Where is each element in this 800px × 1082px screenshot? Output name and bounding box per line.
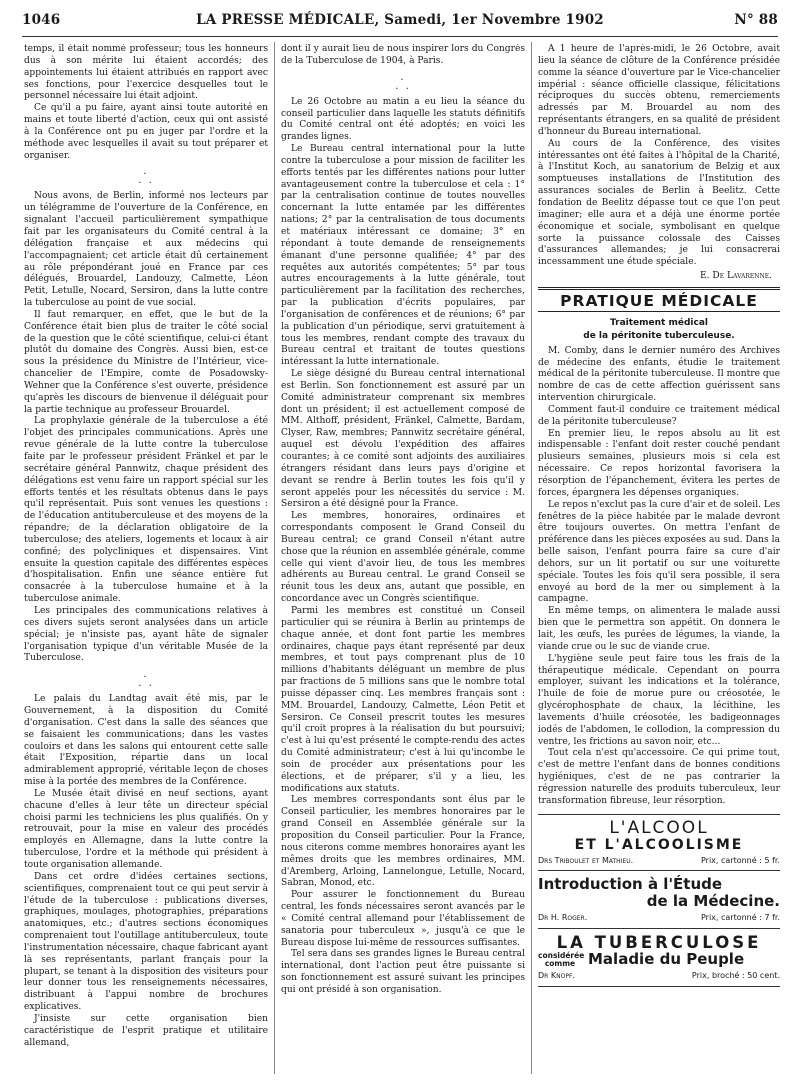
ad-title: LA TUBERCULOSE [556,933,762,953]
paragraph: Tout cela n'est qu'accessoire. Ce qui prime tout, c'est de mettre l'enfant dans de bonnes conditions hygiéniques, c'est de ne pas contrarier la régression naturelle des produits tuberculeux, leur transformation fibreuse, leur résorption. [538,748,780,806]
paragraph: Le 26 Octobre au matin a eu lieu la séance du conseil particulier dans laquelle les statuts définitifs du Comité central ont été adoptés; en voici les grandes lignes. [281,96,525,143]
ad-introduction [538,870,780,928]
paragraph: Le palais du Landtag avait été mis, par le Gouvernement, à la disposition du Comité d'organisation. C'est dans la salle des séances que se faisaient les communications; dans les vastes couloirs et dans les salons qui entourent cette salle était l'Exposition, répartie dans un local admirablement approprié, véritable leçon de choses mise à la portée des membres de la Conférence. [24,694,268,788]
paragraph: Ce qu'il a pu faire, ayant ainsi toute autorité en mains et toute liberté d'action, ceux qui ont assisté à la Conférence ont pu en juger par l'ordre et la méthode avec lesquelles il avait su tout préparer et organiser. [24,103,268,161]
header-rule [22,36,778,37]
page-number: 1046 [22,12,61,28]
paragraph: J'insiste sur cette organisation bien caractéristique de l'esprit pratique et utilitaire allemand, [24,1013,268,1048]
ad-connector: considérée comme [538,951,585,969]
paragraph: Le Bureau central international pour la lutte contre la tuberculose a pour mission de faciliter les efforts tentés par les différentes nations pour lutter avantageusement contre la tuberculose et cela : 1° par la centralisation continue de toutes nouvelles concernant la lutte entamée par les différentes nations; 2° par la centralisation de tous documents et matériaux intéressant ce domaine; 3° en répondant à toute demande de renseignements émanant d'une personne qualifiée; 4° par des requêtes aux autorités compétentes; 5° par tous autres encouragements à la lutte générale, tout particulièrement par la facilitation des recherches, par la publication d'écrits populaires, par l'organisation de conférences et de réunions; 6° par la publication d'un périodique, servi gratuitement à tous les membres, rendant compte des travaux du Bureau central et traitant de toutes questions intéressant la lutte internationale. [281,144,525,368]
ad-price: Prix, cartonné : 5 fr. [700,855,780,865]
author-signature: E. De Lavarenne. [700,271,772,282]
ad-alcool [538,814,780,871]
paragraph: Pour assurer le fonctionnement du Bureau central, les fonds nécessaires seront avancés par le « Comité central allemand pour l'établissement de sanatoria pour tuberculeux », jusqu'à ce que le Bureau dispose lui-même de ressources suffisantes. [281,890,525,948]
paragraph: Dans cet ordre d'idées certaines sections, scientifiques, comprenaient tout ce qui peut servir à l'étude de la tuberculose : publications diverses, graphiques, moulages, photographies, préparations anatomiques, etc.; d'autres sections économiques comprenaient tout l'outillage antituberculeux, toute l'instrumentation nécessaire, chaque fabricant ayant là ses représentants, parlant français pour la plupart, se tenant à la disposition des visiteurs pour leur donner tous les renseignements nécessaires, distribuant à l'appui nombre de brochures explicatives. [24,871,268,1013]
column-divider [531,42,532,1074]
article-subtitle: de la péritonite tuberculeuse. [583,330,735,341]
article-subtitle: Traitement médical [610,317,708,328]
section-separator: . . . [138,669,154,690]
journal-title: LA PRESSE MÉDICALE, Samedi, 1er Novembre 1902 [196,12,604,28]
paragraph: L'hygiène seule peut faire tous les frais de la thérapeutique médicale. Cependant on pourra employer, suivant les indications et la tolérance, l'huile de foie de morue pure ou créosotée, le glycérophosphate de chaux, la lécithine, les lavements d'huile créosotée, les badigeonnages iodés de l'abdomen, le collodion, la compression du ventre, les frictions au savon noir, etc... [538,653,780,747]
paragraph: dont il y aurait lieu de nous inspirer lors du Congrès de la Tuberculose de 1904, à Paris. [281,44,525,66]
section-separator: . . . [395,71,411,92]
ad-author: Drs Triboulet et Mathieu. [538,855,634,865]
paragraph: Comment faut-il conduire ce traitement médical de la péritonite tuberculeuse? [538,404,780,427]
paragraph: Tel sera dans ses grandes lignes le Bureau central international, dont l'action peut être puissante si son fonctionnement est assuré suivant les principes qui ont présidé à son organisation. [281,949,525,995]
page-header [22,12,778,32]
ad-title: Maladie du Peuple [588,950,745,969]
paragraph: Parmi les membres est constitué un Conseil particulier qui se réunira à Berlin au printemps de chaque année, et dont font partie les membres ordinaires, chaque pays étant représenté par deux membres, et tout pays comprenant plus de 10 millions d'habitants déléguant un membre de plus par fractions de 5 millions sans que le nombre total puisse dépasser cinq. Les membres français sont : MM. Brouardel, Landouzy, Calmette, Léon Petit et Sersiron. Ce Conseil prescrit toutes les mesures qu'il croit propres à la réalisation du but poursuivi; c'est à lui qu'est présenté le compte-rendu des actes du Comité administrateur; c'est à lui qu'incombe le soin de procéder aux présentations pour les élections, et de préparer, s'il y a lieu, les modifications aux statuts. [281,605,525,794]
paragraph: Nous avons, de Berlin, informé nos lecteurs par un télégramme de l'ouverture de la Conférence, en signalant l'accueil particulièrement sympathique fait par les organisateurs du Comité central à la délégation française et aux médecins qui l'accompagnaient; cet article était dû certainement au rôle prépondérant joué en France par ces délégués, Brouardel, Landouzy, Calmette, Léon Petit, Letulle, Nocard, Sersiron, dans la lutte contre la tuberculose au point de vue social. [24,191,268,309]
paragraph: Le repos n'exclut pas la cure d'air et de soleil. Les fenêtres de la pièce habitée par le malade devront être toujours ouvertes. On mettra l'enfant de préférence dans les pièces exposées au sud. Dans la belle saison, l'enfant pourra faire sa cure d'air dehors, sur un lit portatif ou sur une voiturette spéciale. Toutes les fois qu'il sera possible, il sera envoyé au bord de la mer ou simplement à la campagne. [538,499,780,605]
ad-author: Dr Knopf. [538,971,575,981]
ad-price: Prix, cartonné : 7 fr. [700,913,780,923]
paragraph: Les membres, honoraires, ordinaires et correspondants composent le Grand Conseil du Bureau central; ce grand Conseil n'étant autre chose que la réunion en assemblée générale, comme celle qui vient d'avoir lieu, de tous les membres adhérents au Bureau central. Le grand Conseil se réunit tous les deux ans, autant que possible, en concordance avec un Congrès scientifique. [281,511,525,605]
ad-title: Introduction à l'Étude [538,875,723,894]
column-divider [274,42,275,1074]
column-2 [281,44,525,1074]
paragraph: temps, il était nommé professeur; tous les honneurs dus à son mérite lui étaient accordés; des appointements lui étaient attribués en rapport avec ses fonctions, pour l'exercice desquelles tout le personnel nécessaire lui était adjoint. [24,44,268,102]
paragraph: Les principales des communications relatives à ces divers sujets seront analysées dans un article spécial; je n'insiste pas, ayant hâte de signaler l'organisation typique d'un véritable Musée de la Tuberculose. [24,605,268,664]
paragraph: Au cours de la Conférence, des visites intéressantes ont été faites à l'hôpital de la Charité, à l'Institut Koch, au sanatorium de Belzig et aux somptueuses installations de l'Institution des assurances sociales de Berlin à Beelitz. Cette fondation de Beelitz dépasse tout ce que l'on peut imaginer; elle aura et a déjà une énorme portée économique et sociale, symbolisant en quelque sorte la puissance colossale des Caisses d'assurances allemandes; je lui consacrerai incessamment une étude spéciale. [538,138,780,268]
paragraph: Le siège désigné du Bureau central international est Berlin. Son fonctionnement est assuré par un Comité administrateur comprenant six membres dont un président; il est actuellement composé de MM. Althoff, président, Fränkel, Calmette, Bardam, Clyser, Raw, membres; Pannwitz secrétaire général, auquel est dévolu l'expédition des affaires courantes; à ce comité sont adjoints des auxiliaires étrangers résidant dans leurs pays d'origine et devant se rendre à Berlin toutes les fois qu'il y seront appelés pour les nécessités du service : M. Sersiron a été désigné pour la France. [281,369,525,510]
ad-info [538,970,780,982]
paragraph: A 1 heure de l'après-midi, le 26 Octobre, avait lieu la séance de clôture de la Conférence présidée comme la séance d'ouverture par le Vice-chancelier impérial : séance officielle classique, félicitations réciproques du succès obtenu, remerciements adressés par M. Brouardel au nom des représentants étrangers, en sa qualité de président d'honneur du Bureau international. [538,44,780,137]
paragraph: En même temps, on alimentera le malade aussi bien que le permettra son appétit. On donnera le lait, les œufs, les purées de légumes, la viande, la viande crue ou le suc de viande crue. [538,606,780,652]
ad-price: Prix, broché : 50 cent. [691,971,780,981]
ad-info [538,912,780,924]
paragraph: La prophylaxie générale de la tuberculose a été l'objet des principales communications. Après une revue générale de la lutte contre la tuberculose faite par le professeur président Fränkel et par le secrétaire général Pannwitz, chaque président des délégations est venu faire un rapport spécial sur les efforts tentés et les résultats obtenus dans le pays qu'il représentait. Puis sont venues les questions : de l'éducation antituberculeuse et des moyens de la répandre; de la déclaration obligatoire de la tuberculose; des ateliers, logements et locaux à air confiné; des polycliniques et dispensaires. Vint ensuite la question capitale des différentes espèces d'hospitalisation. Enfin une séance entière fut consacrée à la tuberculose humaine et à la tuberculose animale. [24,416,268,605]
paragraph: En premier lieu, le repos absolu au lit est indispensable : l'enfant doit rester couché pendant plusieurs semaines, plusieurs mois si cela est nécessaire. Ce repos horizontal favorisera la résorption de l'épanchement, évitera les pertes de forces, épargnera les dépenses organiques. [538,428,780,498]
section-separator: . . . [138,166,154,187]
section-heading-pratique: PRATIQUE MÉDICALE [538,287,780,312]
issue-number: N° 88 [734,12,778,28]
ad-title: L'ALCOOL [609,817,709,838]
paragraph: Le Musée était divisé en neuf sections, ayant chacune d'elles à leur tête un directeur spécial choisi parmi les techniciens les plus qualifiés. On y retrouvait, pour la mise en valeur des procédés employés en Allemagne, dans la lutte contre la tuberculose, l'ordre et la méthode qui président à toute organisation allemande. [24,788,268,870]
paragraph: M. Comby, dans le dernier numéro des Archives de médecine des enfants, étudie le traitement médical de la péritonite tuberculeuse. Il montre que nombre de cas de cette affection guérissent sans intervention chirurgicale. [538,345,780,404]
ad-subtitle-row [538,952,780,968]
column-3 [538,44,780,1074]
column-1 [24,44,268,1074]
paragraph: Il faut remarquer, en effet, que le but de la Conférence était bien plus de traiter le côté social de la question que le côté scientifique, celui-ci étant plutôt du domaine des Congrès. Aussi bien, est-ce sous la présidence du Ministre de l'Intérieur, vice-chancelier de l'Empire, comte de Posadowsky-Wehner que la Conférence s'est ouverte, présidence qu'après les discours de bienvenue il déléguait pour la partie technique au professeur Brouardel. [24,309,268,415]
paragraph: Les membres correspondants sont élus par le Conseil particulier, les membres honoraires par le grand Conseil en Assemblée générale sur la proposition du Conseil particulier. Pour la France, nous citerons comme membres honoraires ayant les mêmes droits que les membres ordinaires, MM. d'Aremberg, Arloing, Lannelongue, Letulle, Nocard, Sabran, Monod, etc. [281,795,525,889]
ad-tuberculose [538,928,780,987]
ad-info [538,855,780,867]
ad-title: ET L'ALCOOLISME [574,836,744,853]
ad-title: de la Médecine. [646,892,780,911]
ad-author: Dr H. Roger. [538,913,588,923]
